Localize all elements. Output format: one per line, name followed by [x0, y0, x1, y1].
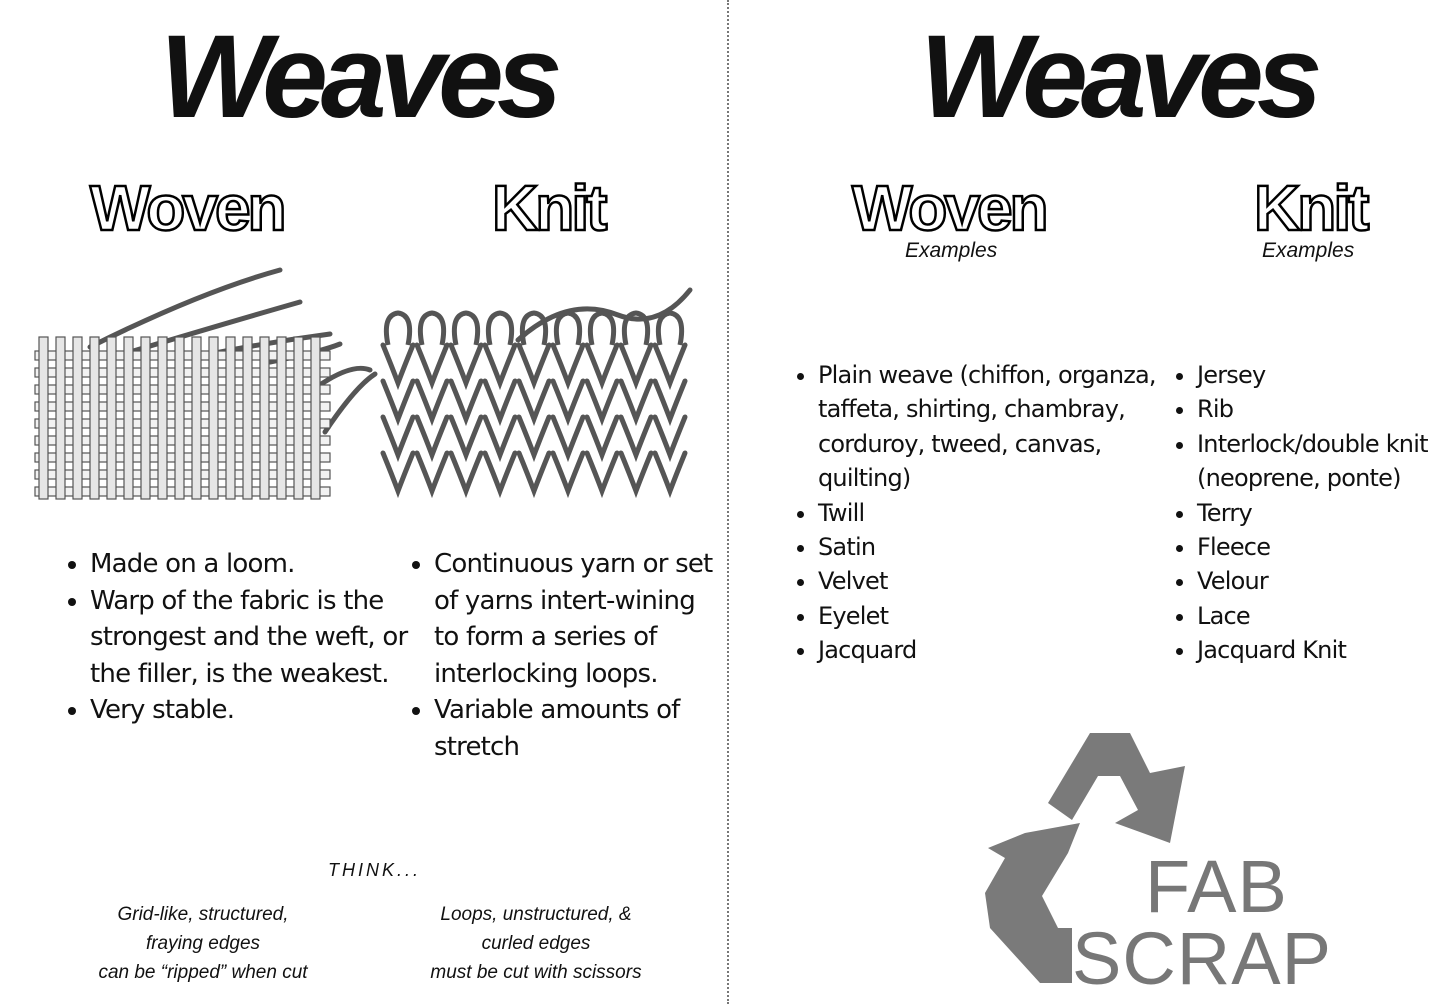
- knit-example-item: • Lace: [1197, 599, 1456, 633]
- woven-fabric-illustration: [30, 262, 380, 507]
- woven-note-line: fraying edges: [145, 933, 261, 954]
- knit-example-item: • Velour: [1197, 564, 1456, 598]
- woven-bullet: • Made on a loom.: [90, 546, 410, 583]
- woven-bullet: • Very stable.: [90, 692, 410, 729]
- center-divider: [727, 0, 729, 1004]
- knit-example-item: • Fleece: [1197, 530, 1456, 564]
- knit-example-item: • Jacquard Knit: [1197, 633, 1456, 667]
- woven-note-line: can be “ripped” when cut: [98, 962, 308, 983]
- right-woven-subheading: Examples: [905, 239, 998, 262]
- left-knit-heading: Knit: [492, 172, 605, 244]
- knit-bullet: • Variable amounts of stretch: [434, 692, 719, 765]
- right-knit-subheading: Examples: [1262, 239, 1355, 262]
- woven-bullet: • Warp of the fabric is the strongest and the weft, or the filler, is the weakest.: [90, 583, 410, 693]
- left-woven-heading: Woven: [90, 172, 284, 244]
- woven-bullet-list: [62, 546, 410, 729]
- logo-text-scrap: SCRAP: [1072, 917, 1332, 1000]
- knit-example-item: • Jersey: [1197, 358, 1456, 392]
- knit-note-line: must be cut with scissors: [430, 962, 642, 983]
- woven-example-item: • Twill: [818, 496, 1168, 530]
- logo-text-fab: FAB: [1145, 845, 1288, 928]
- right-woven-heading: Woven: [852, 172, 1046, 244]
- left-title: Weaves: [160, 11, 556, 143]
- woven-note-line: Grid-like, structured,: [117, 904, 289, 925]
- knit-example-item: • Rib: [1197, 392, 1456, 426]
- right-title: Weaves: [920, 11, 1316, 143]
- knit-note-line: Loops, unstructured, &: [440, 904, 632, 925]
- knit-bullet-list: [406, 546, 719, 765]
- knit-fabric-illustration: [378, 285, 698, 500]
- knit-example-item: • Interlock/double knit (neoprene, ponte): [1197, 427, 1456, 496]
- knit-example-item: • Terry: [1197, 496, 1456, 530]
- knit-note: [396, 900, 676, 987]
- woven-example-item: • Eyelet: [818, 599, 1168, 633]
- knit-bullet: • Continuous yarn or set of yarns intert-wining to form a series of interlocking loops.: [434, 546, 719, 692]
- knit-examples-list: [1169, 358, 1456, 668]
- woven-example-item: • Velvet: [818, 564, 1168, 598]
- woven-example-item: • Satin: [818, 530, 1168, 564]
- think-label: THINK...: [328, 860, 422, 880]
- woven-example-item: • Jacquard: [818, 633, 1168, 667]
- woven-note: [63, 900, 343, 987]
- woven-example-item: • Plain weave (chiffon, organza, taffeta, shirting, chambray, corduroy, tweed, canvas, quilting): [818, 358, 1168, 496]
- knit-note-line: curled edges: [481, 933, 591, 954]
- right-knit-heading: Knit: [1254, 172, 1367, 244]
- woven-examples-list: [790, 358, 1168, 668]
